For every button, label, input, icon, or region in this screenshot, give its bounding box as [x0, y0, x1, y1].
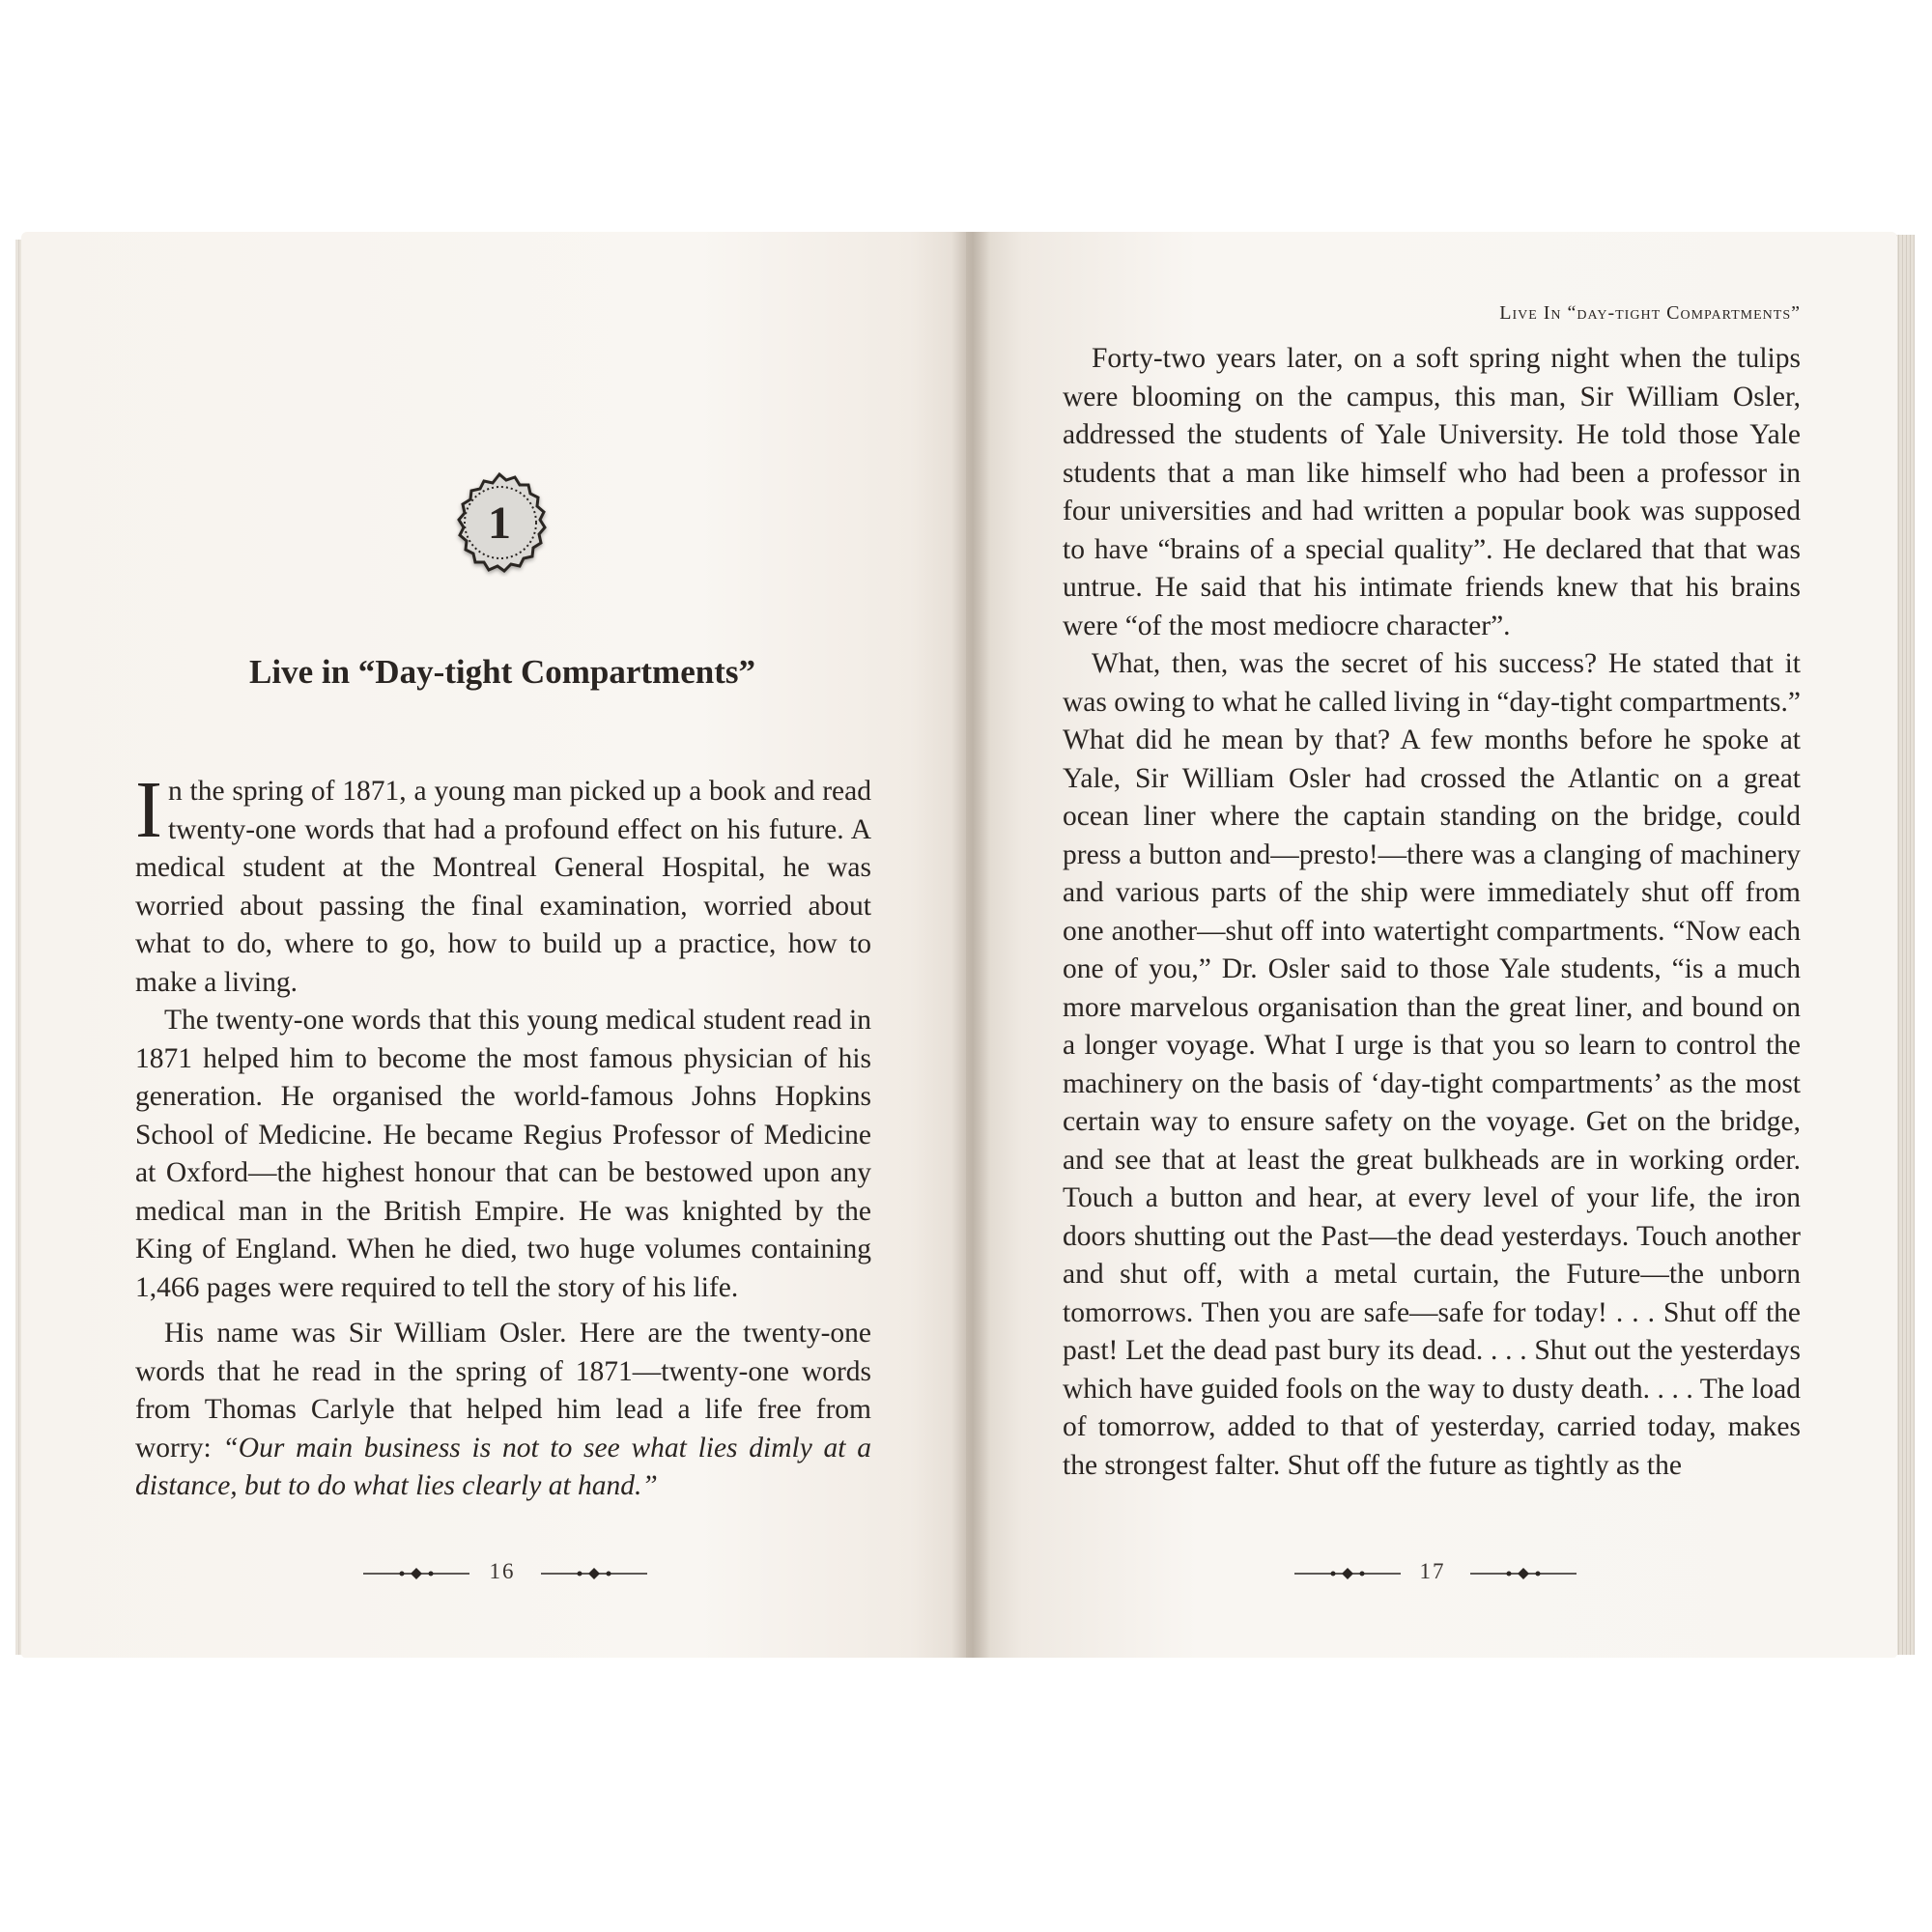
paragraph: The twenty-one words that this young medical student read in 1871 helped him to become the most famous physician of his generation. He organised the world-famous Johns Hopkins School of Medicine. He became Regius Professor of Medicine at Oxford—the highest honour that can be bestowed upon any medical man in the British Empire. He was knighted by the King of England. When he died, two huge volumes containing 1,466 pages were required to tell the story of his life. [135, 1005, 871, 1303]
chapter-title: Live in “Day-tight Compartments” [249, 653, 755, 691]
paragraph: What, then, was the secret of his success? He stated that it was owing to what he called living in “day-tight compartments.” What did he mean by that? A few months before he spoke at Yale, Sir William Osler had crossed the Atlantic on a great ocean liner where the captain standing on the bridge, could press a button and—presto!—there was a clanging of machinery and various parts of the ship were immediately shut off from one another—shut off into watertight compartments. “Now each one of you,” Dr. Osler said to those Yale students, “is a much more marvelous organisation than the great liner, and bound on a longer voyage. What I urge is that you so learn to control the machinery on the basis of ‘day-tight compartments’ as the most certain way to ensure safety on the voyage. Get on the bridge, and see that at least the great bulkheads are in working order. Touch a button and hear, at every level of your life, the iron doors shutting out the Past—the dead yesterdays. Touch another and shut off, with a metal curtain, the Future—the unborn tomorrows. Then you are safe—safe for today! . . . Shut off the past! Let the dead past bury its dead. . . . Shut out the yesterdays which have guided fools on the way to dusty death. . . . The load of tomorrow, added to that of yesterday, carried today, makes the strongest falter. Shut off the future as tightly as the [1063, 648, 1801, 1481]
diamond-flourish-icon [541, 1567, 647, 1580]
paragraph [135, 765, 871, 1002]
page-number-right: 17 [1419, 1559, 1446, 1583]
carlyle-quote: “Our main business is not to see what lies dimly at a distance, but to do what lies clearly at hand.” [135, 1432, 871, 1501]
left-page-body [135, 765, 871, 1506]
paragraph-text: n the spring of 1871, a young man picked up a book and read twenty-one words that had a profound effect on his future. A medical student at the Montreal General Hospital, he was worried about passing the final examination, worried about what to do, where to go, how to build up a practice, how to make a living. [135, 776, 871, 998]
running-head: Live In “day-tight Compartments” [1499, 302, 1801, 324]
paragraph [135, 1315, 871, 1506]
book-gutter [952, 232, 990, 1658]
page-number-left: 16 [489, 1559, 516, 1583]
drop-cap: I [135, 765, 162, 855]
diamond-flourish-icon [1470, 1567, 1577, 1580]
paragraph-text: His name was Sir William Osler. Here are the twenty-one words that he read in the spring of 1871—twenty-one words from Thomas Carlyle that helped him lead a life free from worry: [135, 1318, 871, 1463]
chapter-number: 1 [488, 497, 511, 549]
paragraph: Forty-two years later, on a soft spring night when the tulips were blooming on the campus, this man, Sir William Osler, addressed the students of Yale University. He told those Yale students that a man like himself who had been a professor in four universities and had written a popular book was supposed to have “brains of a special quality”. He declared that that was untrue. He said that his intimate friends knew that his brains were “of the most mediocre character”. [1063, 343, 1801, 641]
right-page-body [1063, 340, 1801, 1485]
